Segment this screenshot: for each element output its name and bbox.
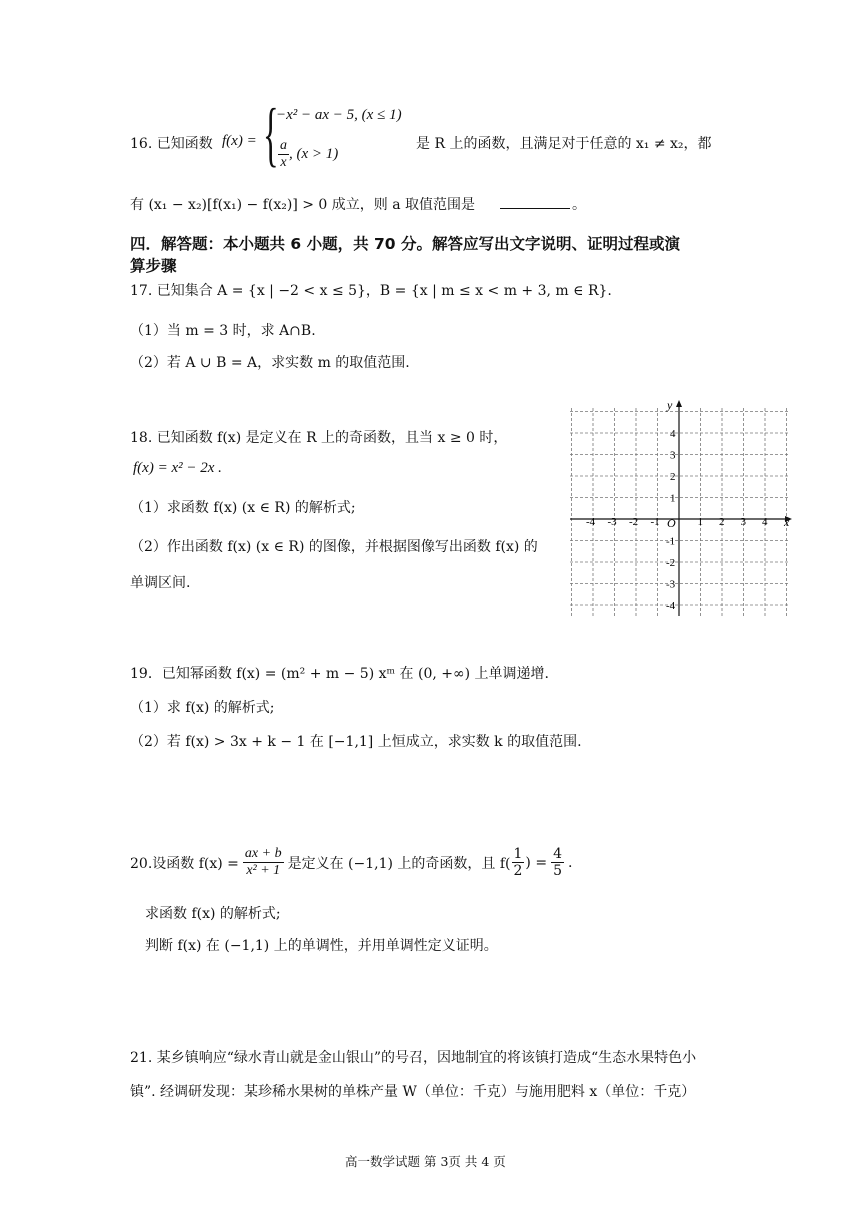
x-tick-label: 3	[740, 516, 746, 528]
q21-line2: 镇”. 经调研发现：某珍稀水果树的单株产量 W（单位：千克）与施用肥料 x（单位：千克）	[130, 1084, 696, 1100]
q18-formula: f(x) = x² − 2x .	[133, 460, 222, 476]
y-axis-arrow	[676, 400, 682, 407]
q16-line2: 有 (x₁ − x₂)[f(x₁) − f(x₂)] > 0 成立，则 a 取值范围是	[130, 197, 476, 213]
q18-part2-line1: （2）作出函数 f(x) (x ∈ R) 的图像，并根据图像写出函数 f(x) 的	[130, 539, 538, 555]
q20-half: $\frac{1}{2}$	[513, 846, 523, 879]
y-tick-label: -1	[666, 535, 676, 548]
q19-part1: （1）求 f(x) 的解析式;	[130, 700, 275, 716]
q16-line1-suffix: 是 R 上的函数，且满足对于任意的 x₁ ≠ x₂，都	[416, 136, 712, 152]
q20-fraction: $\frac{ax + b}{\text{x² + 1}}$	[244, 846, 282, 878]
q16-line2-end: 。	[572, 197, 586, 213]
q20-stem	[130, 846, 572, 879]
q16-label: 16. 已知函数	[130, 136, 213, 152]
q17-stem: 17. 已知集合 A = {x | −2 < x ≤ 5}，B = {x | m ≤ x < m + 3, m ∈ R}.	[130, 283, 612, 299]
y-tick-label: -3	[666, 578, 676, 591]
coordinate-grid	[568, 398, 798, 620]
q16-fx: f(x) =	[222, 133, 257, 149]
y-tick-label: 4	[670, 428, 676, 440]
x-tick-label: -4	[586, 516, 596, 528]
x-tick-label: 1	[697, 516, 703, 528]
q16-answer-blank	[500, 196, 570, 213]
x-tick-label: 2	[719, 516, 725, 528]
x-axis-label: x	[784, 515, 790, 529]
y-tick-label: 1	[670, 492, 676, 505]
q16-brace: {	[263, 94, 279, 174]
q20-prefix: 20.设函数 f(x) =	[130, 855, 239, 872]
q17-part1: （1）当 m = 3 时，求 A∩B.	[130, 323, 316, 339]
y-tick-label: -4	[666, 600, 676, 612]
q17-part2: （2）若 A ∪ B = A，求实数 m 的取值范围.	[130, 355, 410, 371]
q19-stem: 19．已知幂函数 f(x) = (m² + m − 5) xᵐ 在 (0, +∞) 上单调递增.	[130, 666, 550, 682]
q19-part2: （2）若 f(x) > 3x + k − 1 在 [−1,1] 上恒成立，求实数 k 的取值范围.	[130, 734, 582, 750]
origin-label: O	[667, 516, 676, 530]
section-heading: 四．解答题：本小题共 6 小题，共 70 分。解答应写出文字说明、证明过程或演	[130, 235, 680, 253]
q18-stem: 18. 已知函数 f(x) 是定义在 R 上的奇函数，且当 x ≥ 0 时，	[130, 430, 508, 446]
y-tick-label: 2	[670, 471, 676, 483]
q18-part1: （1）求函数 f(x) (x ∈ R) 的解析式;	[130, 500, 356, 516]
y-tick-label: 3	[670, 449, 676, 462]
q20-mid: 是定义在 (−1,1) 上的奇函数，且 f(	[287, 855, 511, 872]
y-tick-label: -2	[666, 557, 676, 569]
q18-part2-line2: 单调区间.	[130, 575, 191, 591]
section-heading-cont: 算步骤	[130, 257, 177, 275]
q21-line1: 21. 某乡镇响应“绿水青山就是金山银山”的号召，因地制宜的将该镇打造成“生态水果特色小	[130, 1050, 697, 1066]
q20-eq: ) =	[525, 854, 548, 871]
x-tick-label: 4	[762, 516, 768, 528]
q16-case1: −x² − ax − 5, (x ≤ 1)	[276, 107, 402, 123]
x-tick-label: -2	[629, 516, 639, 528]
q20-part2: 判断 f(x) 在 (−1,1) 上的单调性，并用单调性定义证明。	[145, 938, 498, 954]
x-tick-label: -1	[650, 516, 660, 528]
q20-end: .	[568, 854, 573, 871]
q16-case2: $\frac{a}{x}$ , (x > 1)	[280, 138, 339, 170]
page-footer: 高一数学试题 第 3页 共 4 页	[345, 1154, 506, 1169]
q20-value: $\frac{4}{5}$	[553, 846, 562, 879]
q20-part1: 求函数 f(x) 的解析式;	[145, 906, 281, 922]
y-axis-label: y	[667, 398, 673, 412]
x-tick-label: -3	[607, 516, 617, 528]
